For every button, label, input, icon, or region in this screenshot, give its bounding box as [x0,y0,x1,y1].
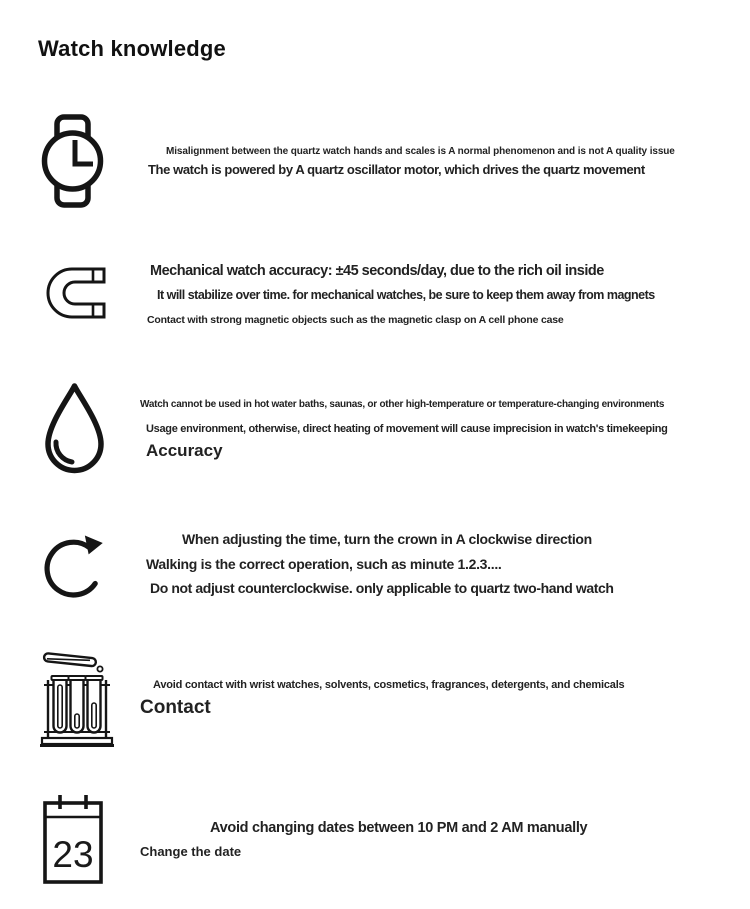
quartz-note-main: The watch is powered by A quartz oscillator motor, which drives the quartz movement [148,162,645,177]
calendar-day-number: 23 [52,834,94,875]
page-title: Watch knowledge [38,36,226,61]
test-tubes-icon [40,648,114,747]
crown-note-secondary: Walking is the correct operation, such as minute 1.2.3.... [146,556,502,572]
quartz-note-small: Misalignment between the quartz watch hands and scales is A normal phenomenon and is not A quality issue [166,146,675,157]
chemicals-note-small: Avoid contact with wrist watches, solvents, cosmetics, fragrances, detergents, and chemicals [153,679,625,691]
magnet-note-small: Contact with strong magnetic objects such as the magnetic clasp on A cell phone case [147,314,564,326]
clockwise-rotation-icon [42,527,107,608]
wrist-watch-icon [38,114,107,208]
chemicals-note-heading: Contact [140,697,211,718]
temperature-note-small: Watch cannot be used in hot water baths, saunas, or other high-temperature or temperature-changing environments [140,399,665,410]
crown-note-main: When adjusting the time, turn the crown in A clockwise direction [182,531,592,547]
calendar-icon [42,793,104,885]
date-note-heading: Change the date [140,844,242,859]
temperature-note-heading: Accuracy [146,441,223,460]
magnet-icon [46,266,108,322]
magnet-note-main: Mechanical watch accuracy: ±45 seconds/day, due to the rich oil inside [150,263,604,279]
temperature-note-secondary: Usage environment, otherwise, direct heating of movement will cause imprecision in watch's timekeeping [146,423,668,435]
water-drop-icon [42,382,107,478]
magnet-note-secondary: It will stabilize over time. for mechanical watches, be sure to keep them away from magnets [157,288,655,302]
date-note-main: Avoid changing dates between 10 PM and 2 AM manually [210,820,588,836]
crown-note-warning: Do not adjust counterclockwise. only applicable to quartz two-hand watch [150,580,614,596]
